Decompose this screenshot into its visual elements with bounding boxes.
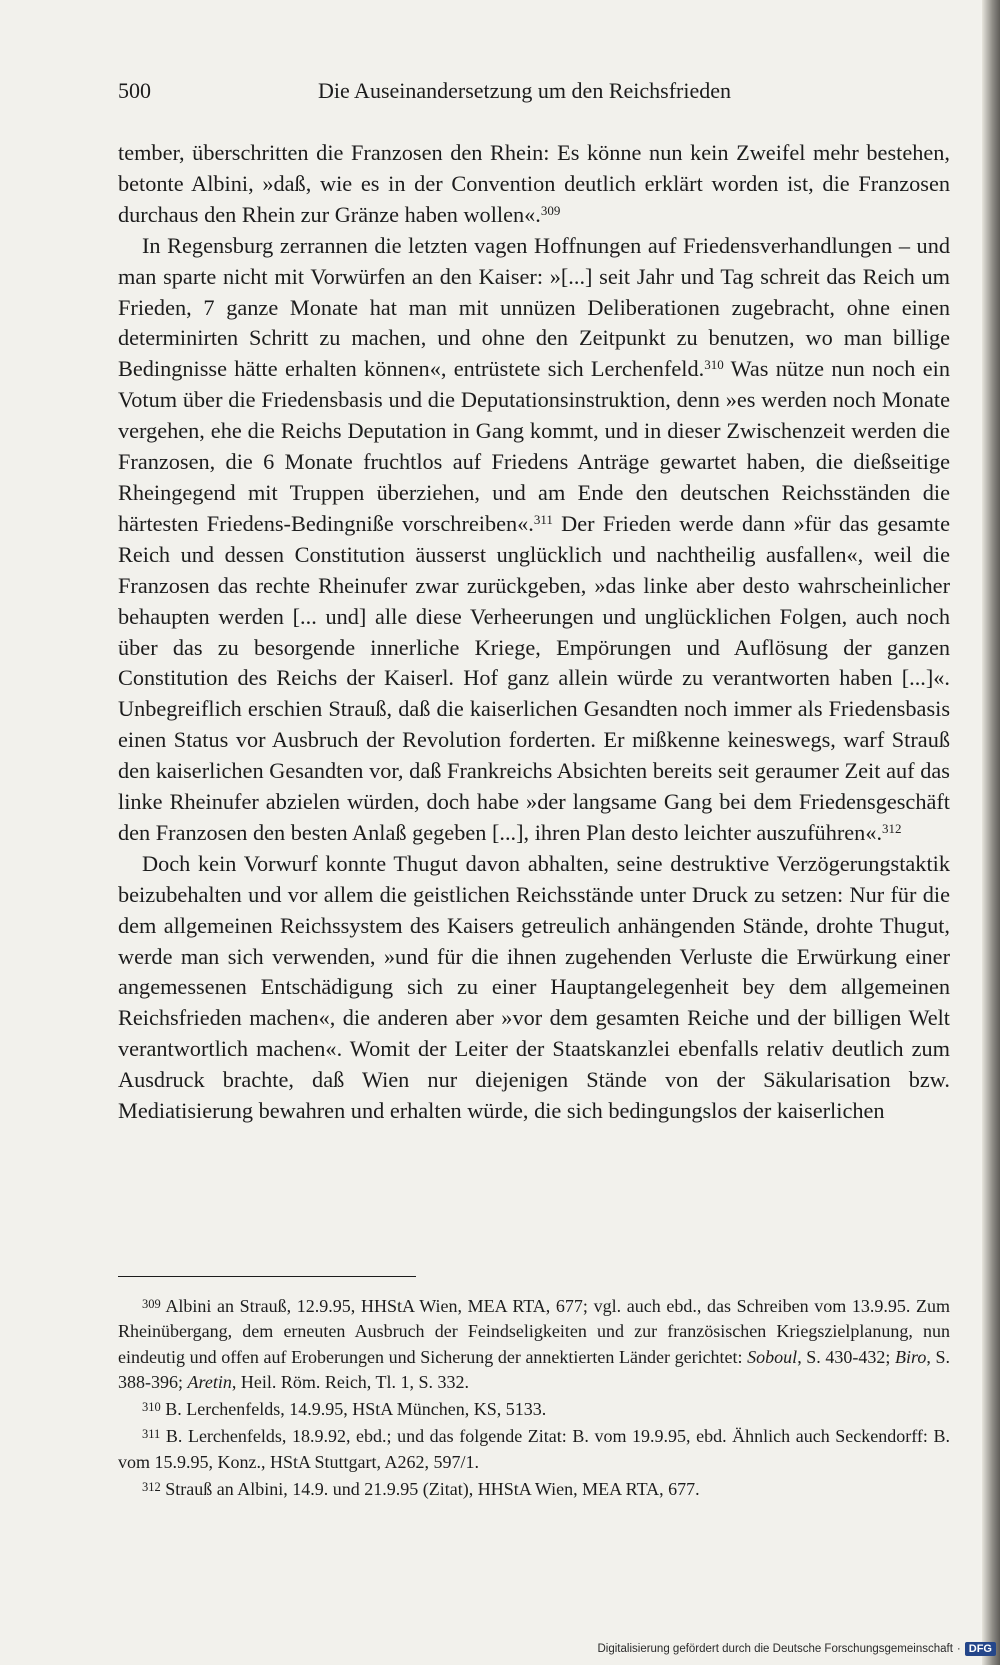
footnote-text: Albini an Strauß, 12.9.95, HHStA Wien, MEA RTA, 677; vgl. auch ebd., das Schreiben vom 13.9.95. Zum Rheinübergang, dem erneuten Ausbruch der Feindseligkeiten und zur französischen Kriegszielplanung, nun eindeutig und offen auf Eroberungen und Sicherung der annektierten Länder gerichtet: <box>118 1296 950 1367</box>
author-biro: Biro <box>895 1346 927 1367</box>
page-edge-shadow <box>982 0 1000 1665</box>
banner-separator: · <box>956 1643 961 1655</box>
paragraph-2-part-2: Was nütze nun noch ein Votum über die Friedensbasis und die Deputationsinstruktion, denn »es werden noch Monate vergehen, ehe die Reichs Deputation in Gang kommt, und in dieser Zwischenzeit werden die Franzosen, die 6 Monate fruchtlos auf Friedens Anträge gewartet haben, die dießseitige Rheingegend mit Truppen überziehen, und am Ende den deutschen Reichsständen die härtesten Friedens-Bedingniße vorschreiben«. <box>118 356 950 536</box>
footnote-text: , S. 430-432; <box>797 1346 896 1367</box>
footnote-text: , Heil. Röm. Reich, Tl. 1, S. 332. <box>231 1371 469 1392</box>
footnote-number: 312 <box>142 1480 161 1495</box>
footnote-text: Strauß an Albini, 14.9. und 21.9.95 (Zitat), HHStA Wien, MEA RTA, 677. <box>160 1479 700 1500</box>
banner-text: Digitalisierung gefördert durch die Deutsche Forschungsgemeinschaft <box>597 1643 953 1655</box>
footnote-311 <box>118 1422 950 1475</box>
dfg-logo-icon[interactable]: DFG <box>965 1642 996 1656</box>
footnote-text: B. Lerchenfelds, 14.9.95, HStA München, KS, 5133. <box>160 1399 547 1420</box>
author-soboul: Soboul <box>747 1346 798 1367</box>
footnote-310 <box>118 1395 950 1422</box>
footnote-ref-311[interactable]: 311 <box>533 511 553 527</box>
paragraph-3-text: Doch kein Vorwurf konnte Thugut davon abhalten, seine destruktive Verzögerungstaktik beizubehalten und vor allem die geistlichen Reichsstände unter Druck zu setzen: Nur für die dem allgemeinen Reichssystem des Kaisers getreulich anhängenden Stände, drohte Thugut, werde man sich verwenden, »und für die ihnen zugehenden Verluste die Erwürkung einer angemessenen Entschädigung sich zu einer Hauptangelegenheit bey dem allgemeinen Reichsfrieden machen«, die anderen aber »vor dem gesamten Reiche und der billigen Welt verantwortlich machen«. Womit der Leiter der Staatskanzlei ebenfalls relativ deutlich zum Ausdruck brachte, daß Wien nur diejenigen Stände von der Säkularisation bzw. Mediatisierung bewahren und erhalten würde, die sich bedingungslos der kaiserlichen <box>118 850 950 1124</box>
paragraph-1 <box>118 138 950 231</box>
main-text <box>118 138 950 1127</box>
paragraph-2-part-1: In Regensburg zerrannen die letzten vagen Hoffnungen auf Friedensverhandlungen – und man sparte nicht mit Vorwürfen an den Kaiser: »[...] seit Jahr und Tag schreit das Reich um Frieden, 7 ganze Monate hat man mit unnüzen Deliberationen zugebracht, ohne einen determinirten Schritt zu machen, und ohne den Zeitpunkt zu benutzen, wo man billige Bedingnisse hätte erhalten können«, entrüstete sich Lerchenfeld. <box>118 232 950 382</box>
page-number: 500 <box>118 78 151 103</box>
footnote-number: 311 <box>142 1427 161 1442</box>
footnote-309 <box>118 1292 950 1395</box>
running-title: Die Auseinandersetzung um den Reichsfrieden <box>318 78 731 103</box>
footnote-ref-312[interactable]: 312 <box>882 820 902 836</box>
paragraph-3 <box>118 849 950 1127</box>
footnote-312 <box>118 1475 950 1502</box>
digitization-banner <box>598 1639 997 1659</box>
footnotes <box>118 1292 950 1502</box>
paragraph-2-part-3: Der Frieden werde dann »für das gesamte Reich und dessen Constitution äusserst unglücklich und nachtheilig ausfallen«, weil die Franzosen das rechte Rheinufer zwar zurückgeben, »das linke aber desto wahrscheinlicher behaupten werden [... und] alle diese Verheerungen und unglücklichen Folgen, auch noch über das zu besorgende innerliche Kriege, Empörungen und Auflösung der ganzen Constitution des Reichs der Kaiserl. Hof ganz allein würde zu verantworten haben [...]«. Unbegreiflich erschien Strauß, daß die kaiserlichen Gesandten noch immer als Friedensbasis einen Status vor Ausbruch der Revolution forderten. Er mißkenne keineswegs, warf Strauß den kaiserlichen Gesandten vor, daß Frankreichs Absichten bereits seit geraumer Zeit auf das linke Rheinufer abzielen würden, doch habe »der langsame Gang bei dem Friedensgeschäft den Franzosen den besten Anlaß gegeben [...], ihren Plan desto leichter auszuführen«. <box>118 510 950 845</box>
footnote-text: , S. 388-396; <box>118 1346 950 1392</box>
author-aretin: Aretin <box>187 1371 232 1392</box>
footnote-number: 310 <box>142 1400 161 1415</box>
footnote-number: 309 <box>142 1297 161 1311</box>
footnote-divider <box>118 1276 416 1277</box>
paragraph-1-text: tember, überschritten die Franzosen den Rhein: Es könne nun kein Zweifel mehr bestehen, betonte Albini, »daß, wie es in der Convention deutlich erklärt worden ist, die Franzosen durchaus den Rhein zur Gränze haben wollen«. <box>118 140 950 227</box>
footnote-text: B. Lerchenfelds, 18.9.92, ebd.; und das folgende Zitat: B. vom 19.9.95, ebd. Ähnlich auch Seckendorff: B. vom 15.9.95, Konz., HStA Stuttgart, A262, 597/1. <box>118 1426 950 1472</box>
footnote-ref-310[interactable]: 310 <box>704 357 724 373</box>
running-header <box>118 78 950 112</box>
footnote-ref-309[interactable]: 309 <box>540 202 561 218</box>
paragraph-2 <box>118 231 950 849</box>
